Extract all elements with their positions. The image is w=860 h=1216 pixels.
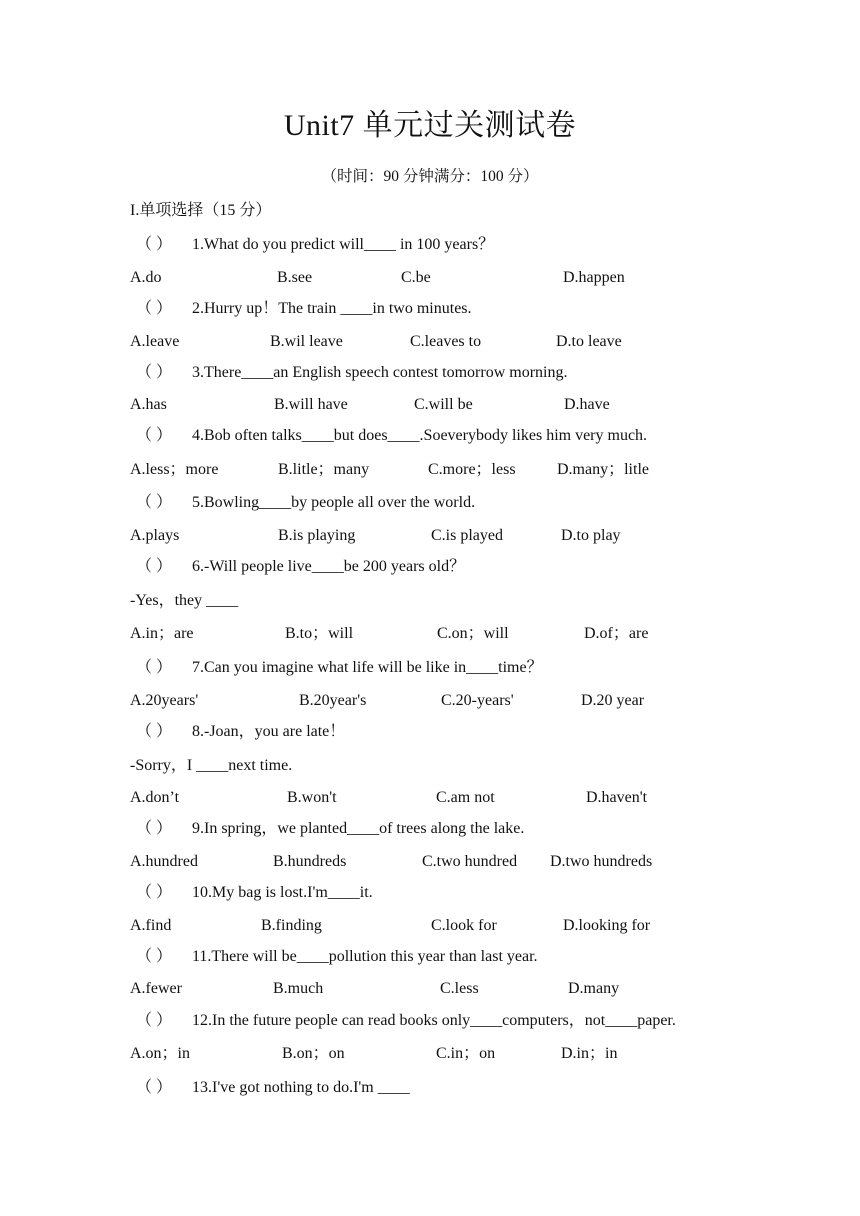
question-text: 2.Hurry up！The train ____in two minutes. (192, 300, 472, 317)
question-2 (136, 298, 472, 320)
option-b: B.wil leave (270, 333, 343, 350)
option-a: A.fewer (130, 980, 182, 997)
question-10 (136, 882, 373, 904)
question-text: 11.There will be____pollution this year than last year. (192, 948, 538, 965)
page-title: Unit7 单元过关测试卷 (283, 109, 577, 142)
option-c: C.in；on (436, 1045, 496, 1062)
answer-blank: （ ） (136, 884, 173, 901)
option-d: D.in；in (561, 1045, 618, 1062)
question-text: 7.Can you imagine what life will be like in____time？ (192, 659, 543, 676)
option-d: D.to play (561, 527, 621, 544)
option-d: D.to leave (556, 333, 622, 350)
question-5 (136, 492, 475, 514)
option-c: C.on；will (437, 625, 509, 642)
question-text: 6.-Will people live____be 200 years old？ (192, 558, 466, 575)
question-text: 9.In spring，we planted____of trees along the lake. (192, 820, 525, 837)
question-7 (136, 657, 543, 679)
question-8 (136, 721, 345, 743)
option-a: A.20years' (130, 692, 199, 709)
question-dialogue-line: -Yes，they ____ (130, 592, 239, 609)
option-b: B.finding (261, 917, 322, 934)
option-a: A.find (130, 917, 172, 934)
answer-blank: （ ） (136, 948, 173, 965)
answer-blank: （ ） (136, 723, 173, 740)
option-d: D.two hundreds (550, 853, 653, 870)
answer-blank: （ ） (136, 1079, 173, 1096)
answer-blank: （ ） (136, 820, 173, 837)
option-c: C.will be (414, 396, 473, 413)
answer-blank: （ ） (136, 494, 173, 511)
option-c: C.be (401, 269, 431, 286)
option-d: D.happen (563, 269, 625, 286)
option-a: A.do (130, 269, 162, 286)
option-a: A.on；in (130, 1045, 191, 1062)
option-b: B.see (277, 269, 313, 286)
option-a: A.hundred (130, 853, 198, 870)
question-text: 13.I've got nothing to do.I'm ____ (192, 1079, 410, 1096)
option-b: B.won't (287, 789, 337, 806)
option-b: B.is playing (278, 527, 356, 544)
question-3 (136, 362, 567, 384)
option-a: A.less；more (130, 461, 219, 478)
question-11 (136, 946, 538, 968)
option-b: B.litle；many (278, 461, 370, 478)
question-text: 12.In the future people can read books only____computers，not____paper. (192, 1012, 676, 1029)
option-b: B.will have (274, 396, 348, 413)
option-b: B.to；will (285, 625, 354, 642)
option-a: A.has (130, 396, 167, 413)
option-c: C.more；less (428, 461, 516, 478)
question-6 (136, 556, 465, 578)
answer-blank: （ ） (136, 427, 173, 444)
question-text: 10.My bag is lost.I'm____it. (192, 884, 373, 901)
question-text: 4.Bob often talks____but does____.Soeverybody likes him very much. (192, 427, 648, 444)
answer-blank: （ ） (136, 558, 173, 575)
option-d: D.20 year (581, 692, 645, 709)
option-a: A.plays (130, 527, 180, 544)
option-d: D.many；litle (557, 461, 649, 478)
question-13 (136, 1077, 410, 1099)
question-12 (136, 1010, 676, 1032)
option-c: C.leaves to (410, 333, 482, 350)
answer-blank: （ ） (136, 659, 173, 676)
option-d: D.many (568, 980, 620, 997)
option-a: A.leave (130, 333, 180, 350)
option-a: A.don’t (130, 789, 180, 806)
option-c: C.20-years' (441, 692, 514, 709)
option-d: D.have (564, 396, 610, 413)
option-d: D.of；are (584, 625, 649, 642)
answer-blank: （ ） (136, 364, 173, 381)
question-text: 8.-Joan，you are late！ (192, 723, 346, 740)
option-a: A.in；are (130, 625, 194, 642)
option-c: C.am not (436, 789, 495, 806)
answer-blank: （ ） (136, 1012, 173, 1029)
option-b: B.20year's (299, 692, 367, 709)
option-b: B.much (273, 980, 324, 997)
option-c: C.is played (431, 527, 503, 544)
option-d: D.looking for (563, 917, 651, 934)
question-9 (136, 818, 524, 840)
question-1 (136, 234, 494, 256)
question-text: 1.What do you predict will____ in 100 years？ (192, 236, 495, 253)
option-d: D.haven't (586, 789, 648, 806)
option-b: B.hundreds (273, 853, 347, 870)
question-text: 5.Bowling____by people all over the world. (192, 494, 476, 511)
question-dialogue-line: -Sorry，I ____next time. (130, 757, 293, 774)
option-c: C.look for (431, 917, 497, 934)
question-text: 3.There____an English speech contest tomorrow morning. (192, 364, 568, 381)
question-4 (136, 425, 647, 447)
option-c: C.less (440, 980, 479, 997)
answer-blank: （ ） (136, 236, 173, 253)
page-subtitle: （时间：90 分钟满分：100 分） (321, 168, 539, 185)
section-heading: I.单项选择（15 分） (130, 202, 272, 219)
option-b: B.on；on (282, 1045, 345, 1062)
answer-blank: （ ） (136, 300, 173, 317)
option-c: C.two hundred (422, 853, 518, 870)
